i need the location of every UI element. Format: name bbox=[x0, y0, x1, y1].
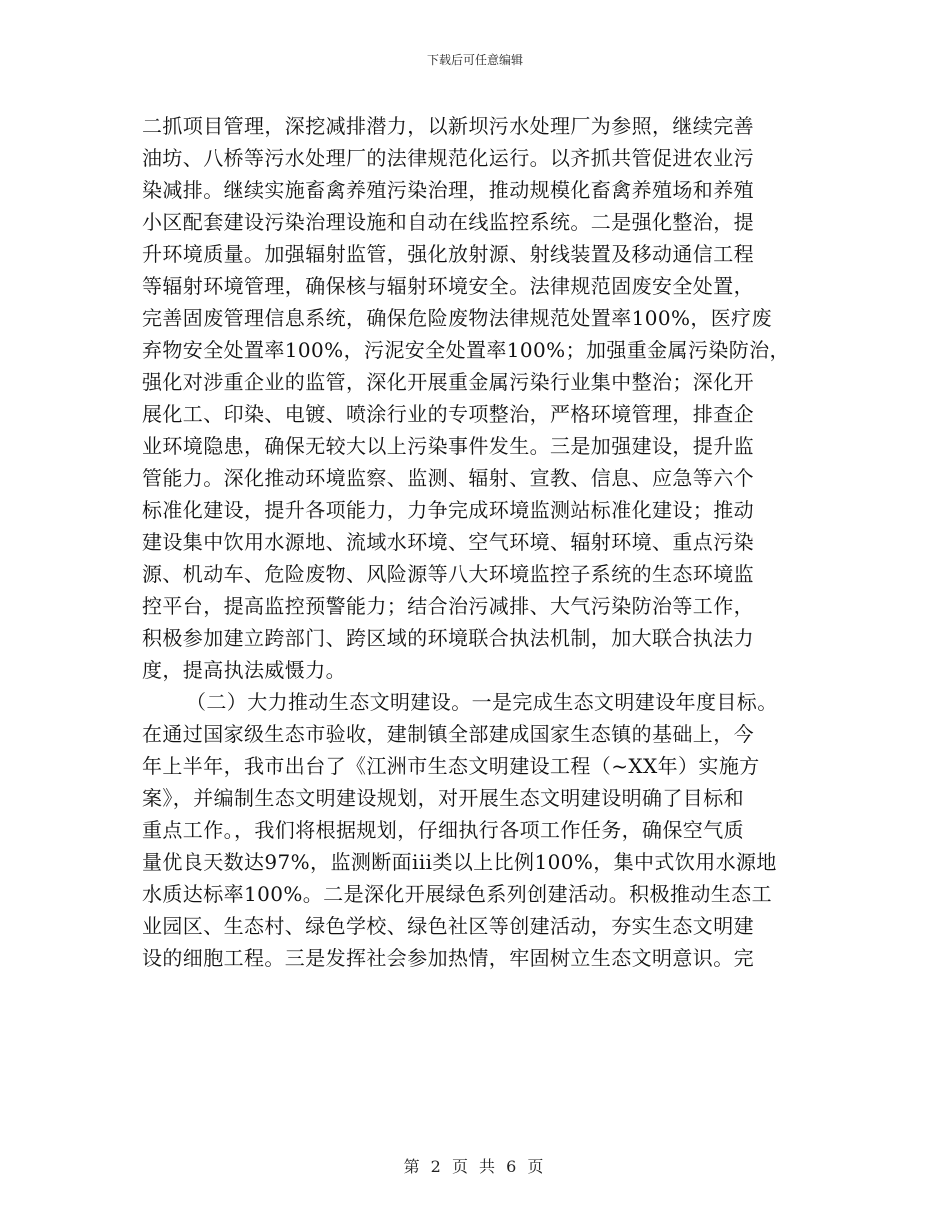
paragraph bbox=[142, 110, 812, 686]
text-line: 度，提高执法威慑力。 bbox=[142, 658, 346, 682]
text-line: 源、机动车、危险废物、风险源等八大环境监控子系统的生态环境监 bbox=[142, 562, 754, 586]
text-line: 业环境隐患，确保无较大以上污染事件发生。三是加强建设，提升监 bbox=[142, 434, 754, 458]
text-line: 二抓项目管理，深挖减排潜力，以新坝污水处理厂为参照，继续完善 bbox=[142, 114, 754, 138]
text-line: 重点工作。，我们将根据规划，仔细执行各项工作任务，确保空气质 bbox=[142, 818, 744, 842]
text-line: 完善固废管理信息系统，确保危险废物法律规范处置率100%，医疗废 bbox=[142, 306, 772, 330]
text-line: 在通过国家级生态市验收，建制镇全部建成国家生态镇的基础上，今 bbox=[142, 722, 754, 746]
text-line: 油坊、八桥等污水处理厂的法律规范化运行。以齐抓共管促进农业污 bbox=[142, 146, 754, 170]
text-line: 升环境质量。加强辐射监管，强化放射源、射线装置及移动通信工程 bbox=[142, 242, 754, 266]
text-line: 展化工、印染、电镀、喷涂行业的专项整治，严格环境管理，排查企 bbox=[142, 402, 754, 426]
text-line: 业园区、生态村、绿色学校、绿色社区等创建活动，夯实生态文明建 bbox=[142, 914, 754, 938]
text-line: 量优良天数达97%，监测断面iii类以上比例100%，集中式饮用水源地 bbox=[142, 850, 777, 874]
text-line: 弃物安全处置率100%，污泥安全处置率100%；加强重金属污染防治， bbox=[142, 338, 790, 362]
document-body bbox=[142, 110, 812, 974]
text-line: 积极参加建立跨部门、跨区域的环境联合执法机制，加大联合执法力 bbox=[142, 626, 754, 650]
text-line: 案》，并编制生态文明建设规划，对开展生态文明建设明确了目标和 bbox=[142, 786, 744, 810]
text-line: 建设集中饮用水源地、流域水环境、空气环境、辐射环境、重点污染 bbox=[142, 530, 754, 554]
page-footer: 第 2 页 共 6 页 bbox=[403, 1157, 547, 1176]
text-line: 管能力。深化推动环境监察、监测、辐射、宣教、信息、应急等六个 bbox=[142, 466, 754, 490]
text-line: 水质达标率100%。二是深化开展绿色系列创建活动。积极推动生态工 bbox=[142, 882, 772, 906]
text-line: 设的细胞工程。三是发挥社会参加热情，牢固树立生态文明意识。完 bbox=[142, 946, 754, 970]
text-line: 控平台，提高监控预警能力；结合治污减排、大气污染防治等工作， bbox=[142, 594, 754, 618]
text-line: 强化对涉重企业的监管，深化开展重金属污染行业集中整治；深化开 bbox=[142, 370, 754, 394]
paragraph bbox=[142, 686, 812, 974]
text-line: 年上半年，我市出台了《江洲市生态文明建设工程（~XX年）实施方 bbox=[142, 754, 760, 778]
text-line: 等辐射环境管理，确保核与辐射环境安全。法律规范固废安全处置， bbox=[142, 274, 754, 298]
text-line: 标准化建设，提升各项能力，力争完成环境监测站标准化建设；推动 bbox=[142, 498, 754, 522]
page-header: 下载后可任意编辑 bbox=[426, 53, 523, 67]
text-line: （二）大力推动生态文明建设。一是完成生态文明建设年度目标。 bbox=[186, 690, 778, 714]
text-line: 染减排。继续实施畜禽养殖污染治理，推动规模化畜禽养殖场和养殖 bbox=[142, 178, 754, 202]
text-line: 小区配套建设污染治理设施和自动在线监控系统。二是强化整治，提 bbox=[142, 210, 754, 234]
